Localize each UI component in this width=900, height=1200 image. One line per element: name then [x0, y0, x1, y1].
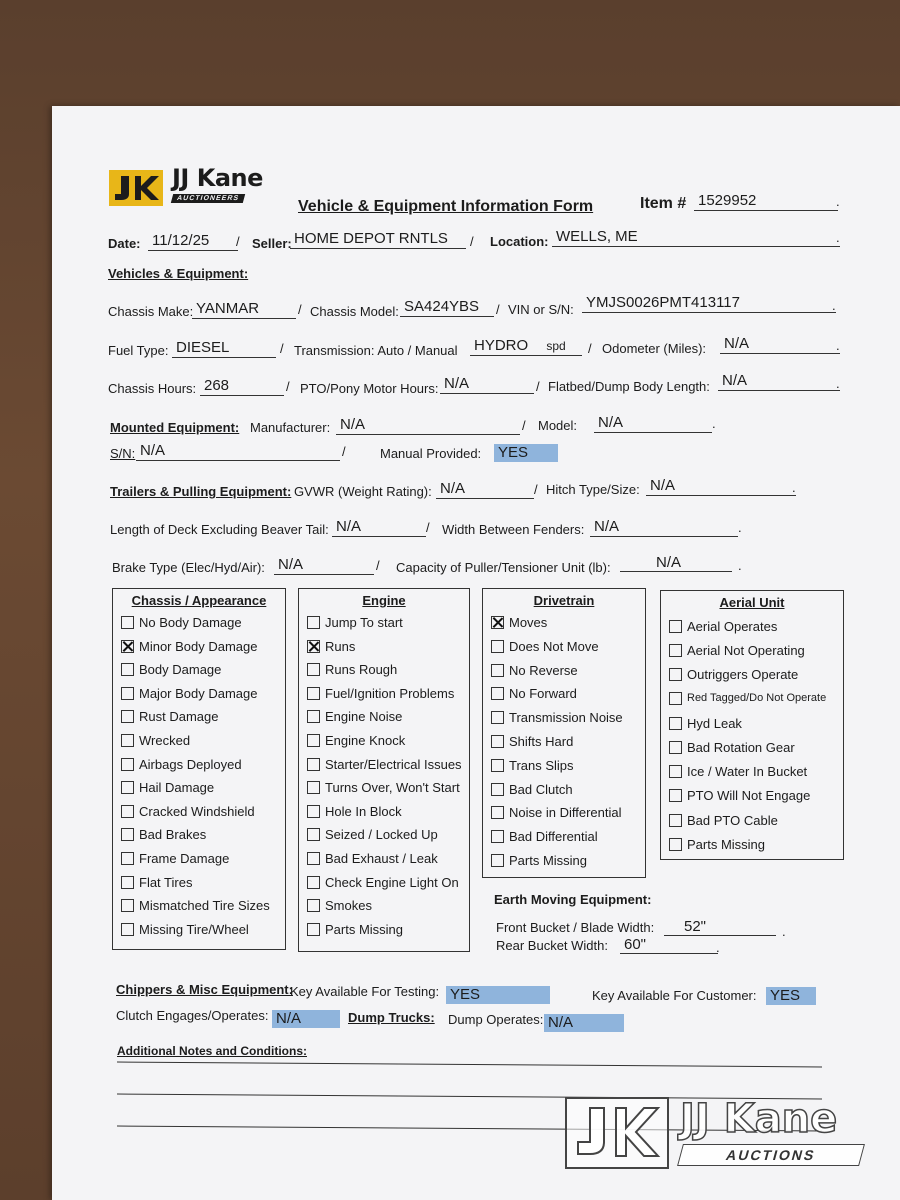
engine-item-label: Parts Missing — [325, 921, 404, 937]
checkbox-icon[interactable] — [669, 692, 682, 705]
engine-item-label: Seized / Locked Up — [325, 827, 438, 843]
pto-hours-field[interactable]: N/A — [440, 375, 534, 394]
chassis-item-label: Cracked Windshield — [139, 803, 255, 819]
chassis-item-label: Wrecked — [139, 733, 191, 748]
aerial-item[interactable] — [669, 764, 807, 779]
trailers-heading: Trailers & Pulling Equipment: — [110, 484, 292, 499]
aerial-item[interactable] — [669, 692, 826, 705]
chassis-hours-field[interactable]: 268 — [200, 377, 284, 396]
chassis-item[interactable] — [121, 827, 206, 842]
transmission-value: HYDRO — [474, 337, 529, 354]
engine-item[interactable] — [307, 709, 402, 724]
aerial-item[interactable] — [669, 788, 810, 803]
checkbox-icon[interactable] — [307, 687, 320, 700]
drivetrain-item-label: Bad Clutch — [509, 781, 573, 797]
drivetrain-title: Drivetrain — [533, 593, 595, 608]
checkbox-icon[interactable] — [491, 711, 504, 724]
fuel-type-label: Fuel Type: — [108, 343, 169, 358]
sn-field[interactable]: N/A — [136, 442, 340, 461]
chassis-item[interactable] — [121, 733, 190, 748]
spd-label: spd — [546, 339, 566, 353]
drivetrain-item-label: No Forward — [509, 686, 577, 702]
checked-checkbox-icon[interactable] — [121, 640, 134, 653]
checkbox-icon[interactable] — [491, 735, 504, 748]
engine-item-label: Runs Rough — [325, 662, 398, 678]
aerial-item[interactable] — [669, 813, 778, 828]
checkbox-icon[interactable] — [307, 805, 320, 818]
checkbox-icon[interactable] — [491, 640, 504, 653]
jj-kane-auctions-watermark — [560, 1094, 890, 1174]
clutch-field[interactable]: N/A — [272, 1010, 340, 1028]
fuel-type-field[interactable]: DIESEL — [172, 339, 276, 358]
engine-item[interactable] — [307, 851, 438, 866]
aerial-item-label: Parts Missing — [687, 836, 766, 852]
chassis-item[interactable] — [121, 851, 229, 866]
engine-box — [298, 588, 470, 952]
chassis-item-label: Missing Tire/Wheel — [139, 921, 249, 937]
chassis-model-field[interactable]: SA424YBS — [400, 298, 494, 317]
checkbox-icon[interactable] — [121, 805, 134, 818]
aerial-unit-box — [660, 590, 844, 860]
chassis-appearance-title: Chassis / Appearance — [131, 593, 267, 608]
checkbox-icon[interactable] — [307, 663, 320, 676]
brake-type-field[interactable]: N/A — [274, 556, 374, 575]
earth-moving-heading: Earth Moving Equipment: — [494, 892, 652, 907]
checkbox-icon[interactable] — [121, 899, 134, 912]
seller-field[interactable]: HOME DEPOT RNTLS — [290, 230, 466, 249]
drivetrain-item-label: Trans Slips — [509, 757, 574, 773]
checkbox-icon[interactable] — [491, 830, 504, 843]
aerial-unit-title: Aerial Unit — [719, 595, 785, 610]
fenders-width-field[interactable]: N/A — [590, 518, 738, 537]
mounted-model-field[interactable]: N/A — [594, 414, 712, 433]
chassis-item[interactable] — [121, 898, 270, 913]
manual-provided-field[interactable]: YES — [494, 444, 558, 462]
logo-name: JJ Kane — [172, 164, 263, 192]
checkbox-icon[interactable] — [669, 620, 682, 633]
aerial-item[interactable] — [669, 619, 777, 634]
odometer-field[interactable]: N/A — [720, 335, 840, 354]
checkbox-icon[interactable] — [307, 781, 320, 794]
drivetrain-item[interactable] — [491, 710, 623, 725]
logo-subtitle: AUCTIONEERS — [171, 194, 245, 203]
checkbox-icon[interactable] — [491, 687, 504, 700]
capacity-label: Capacity of Puller/Tensioner Unit (lb): — [396, 560, 611, 575]
engine-item-label: Starter/Electrical Issues — [325, 756, 462, 772]
aerial-item[interactable] — [669, 667, 798, 682]
hitch-field[interactable]: N/A — [646, 477, 796, 496]
drivetrain-item-label: Noise in Differential — [509, 805, 622, 821]
flatbed-length-field[interactable]: N/A — [718, 372, 840, 391]
engine-title: Engine — [362, 593, 406, 608]
chassis-item[interactable] — [121, 662, 221, 677]
checkbox-icon[interactable] — [121, 616, 134, 629]
checkbox-icon[interactable] — [121, 852, 134, 865]
checkbox-icon[interactable] — [307, 710, 320, 723]
checkbox-icon[interactable] — [491, 759, 504, 772]
dump-operates-label: Dump Operates: — [448, 1012, 544, 1027]
item-number-label: Item # — [640, 195, 687, 212]
drivetrain-item[interactable] — [491, 615, 547, 630]
aerial-item-label: Bad Rotation Gear — [687, 740, 795, 755]
drivetrain-item[interactable] — [491, 686, 577, 701]
chassis-item-label: Flat Tires — [139, 874, 193, 890]
chassis-item-label: Hail Damage — [139, 780, 215, 796]
checkbox-icon[interactable] — [669, 814, 682, 827]
clutch-label: Clutch Engages/Operates: — [116, 1008, 269, 1023]
chassis-item-label: Airbags Deployed — [139, 756, 242, 772]
hitch-label: Hitch Type/Size: — [546, 482, 640, 497]
engine-item-label: Fuel/Ignition Problems — [325, 685, 455, 701]
checkbox-icon[interactable] — [121, 663, 134, 676]
transmission-label: Transmission: Auto / Manual — [294, 343, 458, 358]
checkbox-icon[interactable] — [121, 758, 134, 771]
odometer-label: Odometer (Miles): — [602, 341, 707, 356]
checkbox-icon[interactable] — [121, 828, 134, 841]
rear-bucket-field[interactable]: 60" — [620, 936, 718, 954]
checkbox-icon[interactable] — [669, 789, 682, 802]
location-label: Location: — [490, 234, 549, 249]
sn-label: S/N: — [110, 446, 136, 461]
form-sheet: JJ Kane AUCTIONEERS Vehicle & Equipment Information Form Item # 1529952 . Date: 11/12/25 / Seller: HOME DEPOT RNTLS / Location: WELLS, ME . Vehicles & Equipment: Chassis Make: YANMAR / Chassis Model: SA424YBS / VIN or S/N: YMJS0026PMT413117 . Fuel Type: DIESEL / Transmission: Auto / Manual HYDRO spd / Odometer (Miles): N/A . Chassis Hours: 268 / PTO/Pony Motor Hours: N/A / Flatbed/Dump Body Length: N/A . Mounted Equipment: Manufacturer: N/A / Model: N/A . S/N: N/A / Manual Provided: YES Trailers & Pulling Equipment: GVWR (Weight Rating): N/A / Hitch Type/Size: N/A . Length of Deck Excluding Beaver Tail: N/A / Width Between Fenders: N/A . Brake Type (Elec/Hyd/Air): N/A / Capacity of Puller/Tensioner Unit (lb): N/A . Chassis / Appearance No Body Damage Minor Body Damage Body Damage Major Body Damage Rust Damage Wrecked Airbags Deployed Hail Damage Cracked Windshield Bad Brakes Frame Damage Flat Tires Mismatched Tire Sizes Missing Tire/Wheel Engine Jump To start Runs Runs Rough Fuel/Ignition Problems Engine Noise Engine Knock Starter/Electrical Issues Turns Over, Won't Start Hole In Block Seized / Locked Up Bad Exhaust / Leak Check Engine Light On Smokes Parts Missing Drivetrain Moves Does Not Move No Reverse No Forward Transmission Noise Shifts Hard Trans Slips Bad Clutch Noise in Differential Bad Differential Parts Missing Aerial Unit Aerial Operates Aerial Not Operating Outriggers Operate Red Tagged/Do Not Operate Hyd Leak Bad Rotation Gear Ice / Water In Bucket PTO Will Not Engage Bad PTO Cable Parts Missing Earth Moving Equipment: Front Bucket / Blade Width: 52" . Rear Bucket Width: 60" . Chippers & Misc Equipment: Key Available For Testing: YES Key Available For Customer: YES Clutch Engages/Operates: N/A Dump Trucks: Dump Operates: N/A Additional Notes and Conditions: — [52, 106, 900, 1200]
jk-logo-icon — [107, 168, 165, 208]
vin-label: VIN or S/N: — [508, 302, 574, 317]
checked-checkbox-icon[interactable] — [491, 616, 504, 629]
engine-item[interactable] — [307, 780, 460, 795]
checkbox-icon[interactable] — [491, 664, 504, 677]
mounted-heading: Mounted Equipment: — [110, 420, 240, 435]
jk-watermark-icon — [564, 1096, 670, 1170]
key-customer-label: Key Available For Customer: — [592, 988, 757, 1003]
checkbox-icon[interactable] — [491, 783, 504, 796]
chassis-item-label: No Body Damage — [139, 615, 242, 630]
form-title: Vehicle & Equipment Information Form — [298, 198, 594, 215]
location-field[interactable]: WELLS, ME — [552, 228, 840, 247]
chassis-item[interactable] — [121, 757, 242, 772]
engine-item-label: Engine Noise — [325, 709, 403, 725]
transmission-field[interactable] — [470, 337, 582, 356]
vin-field[interactable]: YMJS0026PMT413117 — [582, 294, 836, 313]
chassis-item-label: Rust Damage — [139, 709, 219, 725]
notes-line-1[interactable] — [117, 1062, 822, 1068]
engine-item[interactable] — [307, 757, 462, 772]
aerial-item-label: PTO Will Not Engage — [687, 788, 811, 804]
engine-item-label: Jump To start — [325, 615, 403, 630]
drivetrain-item-label: Does Not Move — [509, 638, 599, 654]
aerial-item[interactable] — [669, 643, 805, 658]
checkbox-icon[interactable] — [307, 899, 320, 912]
engine-item-label: Turns Over, Won't Start — [325, 780, 460, 796]
checkbox-icon[interactable] — [121, 923, 134, 936]
engine-item[interactable] — [307, 875, 459, 890]
watermark-name: JJ Kane — [680, 1096, 838, 1142]
aerial-item-label: Outriggers Operate — [687, 667, 799, 683]
checkbox-icon[interactable] — [669, 741, 682, 754]
chassis-item[interactable] — [121, 922, 249, 937]
dump-trucks-heading: Dump Trucks: — [348, 1010, 435, 1025]
date-field[interactable]: 11/12/25 — [148, 232, 238, 251]
engine-item[interactable] — [307, 686, 454, 701]
engine-item[interactable] — [307, 662, 397, 677]
chassis-make-field[interactable]: YANMAR — [192, 300, 296, 319]
chassis-item[interactable] — [121, 615, 242, 630]
checkbox-icon[interactable] — [121, 734, 134, 747]
chassis-item-label: Frame Damage — [139, 851, 230, 866]
checkbox-icon[interactable] — [669, 765, 682, 778]
deck-length-field[interactable]: N/A — [332, 518, 426, 537]
checkbox-icon[interactable] — [669, 717, 682, 730]
chassis-appearance-box — [112, 588, 286, 950]
engine-item[interactable] — [307, 827, 438, 842]
chassis-item[interactable] — [121, 709, 218, 724]
chassis-hours-label: Chassis Hours: — [108, 381, 197, 396]
front-bucket-label: Front Bucket / Blade Width: — [496, 920, 655, 935]
engine-item[interactable] — [307, 639, 355, 654]
checkbox-icon[interactable] — [491, 854, 504, 867]
aerial-item-label: Aerial Not Operating — [687, 643, 805, 659]
chassis-item[interactable] — [121, 875, 192, 890]
drivetrain-item[interactable] — [491, 853, 587, 868]
key-testing-label: Key Available For Testing: — [290, 984, 440, 999]
engine-item[interactable] — [307, 898, 372, 913]
checkbox-icon[interactable] — [669, 838, 682, 851]
aerial-item-label: Bad PTO Cable — [687, 812, 778, 828]
engine-item-label: Hole In Block — [325, 803, 402, 819]
drivetrain-item[interactable] — [491, 805, 621, 820]
engine-item-label: Runs — [325, 638, 356, 654]
drivetrain-item[interactable] — [491, 663, 578, 678]
aerial-item[interactable] — [669, 716, 742, 731]
checkbox-icon[interactable] — [121, 687, 134, 700]
drivetrain-item-label: Shifts Hard — [509, 734, 574, 749]
checkbox-icon[interactable] — [669, 668, 682, 681]
date-label: Date: — [108, 236, 141, 251]
aerial-item-label: Red Tagged/Do Not Operate — [687, 692, 827, 705]
drivetrain-item-label: Parts Missing — [509, 853, 588, 868]
checked-checkbox-icon[interactable] — [307, 640, 320, 653]
checkbox-icon[interactable] — [307, 616, 320, 629]
gvwr-label: GVWR (Weight Rating): — [294, 484, 432, 499]
engine-item[interactable] — [307, 615, 403, 630]
capacity-field[interactable]: N/A — [620, 554, 732, 572]
chassis-item[interactable] — [121, 686, 258, 701]
aerial-item-label: Aerial Operates — [687, 619, 778, 634]
chassis-item-label: Mismatched Tire Sizes — [139, 898, 270, 914]
engine-item[interactable] — [307, 922, 403, 937]
chassis-make-label: Chassis Make: — [108, 304, 194, 319]
checkbox-icon[interactable] — [121, 876, 134, 889]
aerial-item[interactable] — [669, 740, 795, 755]
checkbox-icon[interactable] — [307, 852, 320, 865]
rear-bucket-label: Rear Bucket Width: — [496, 938, 608, 953]
chassis-item-label: Body Damage — [139, 662, 222, 678]
brake-type-label: Brake Type (Elec/Hyd/Air): — [112, 560, 265, 575]
checkbox-icon[interactable] — [491, 806, 504, 819]
pto-hours-label: PTO/Pony Motor Hours: — [300, 381, 439, 396]
checkbox-icon[interactable] — [307, 828, 320, 841]
manufacturer-field[interactable]: N/A — [336, 416, 520, 435]
drivetrain-item[interactable] — [491, 639, 599, 654]
aerial-item-label: Hyd Leak — [687, 715, 742, 731]
checkbox-icon[interactable] — [307, 734, 320, 747]
chassis-item[interactable] — [121, 804, 255, 819]
engine-item-label: Bad Exhaust / Leak — [325, 851, 438, 866]
engine-item[interactable] — [307, 733, 405, 748]
flatbed-length-label: Flatbed/Dump Body Length: — [548, 379, 710, 394]
seller-label: Seller: — [252, 236, 292, 251]
key-testing-field[interactable]: YES — [446, 986, 550, 1004]
engine-item[interactable] — [307, 804, 402, 819]
checkbox-icon[interactable] — [307, 923, 320, 936]
chassis-item-label: Minor Body Damage — [139, 638, 258, 654]
chassis-item-label: Bad Brakes — [139, 827, 207, 843]
drivetrain-item[interactable] — [491, 734, 573, 749]
chippers-heading: Chippers & Misc Equipment: — [116, 982, 293, 997]
front-bucket-field[interactable]: 52" — [664, 918, 776, 936]
drivetrain-box — [482, 588, 646, 878]
aerial-item-label: Ice / Water In Bucket — [687, 764, 808, 780]
drivetrain-item[interactable] — [491, 758, 574, 773]
deck-length-label: Length of Deck Excluding Beaver Tail: — [110, 522, 329, 537]
drivetrain-item[interactable] — [491, 829, 598, 844]
engine-item-label: Smokes — [325, 898, 372, 914]
key-customer-field[interactable]: YES — [766, 987, 816, 1005]
checkbox-icon[interactable] — [121, 710, 134, 723]
engine-item-label: Engine Knock — [325, 733, 406, 748]
drivetrain-item-label: No Reverse — [509, 662, 578, 678]
item-number-field[interactable]: 1529952 — [694, 192, 838, 211]
chassis-item[interactable] — [121, 639, 258, 654]
chassis-item-label: Major Body Damage — [139, 685, 258, 701]
aerial-item[interactable] — [669, 837, 765, 852]
checkbox-icon[interactable] — [121, 781, 134, 794]
chassis-item[interactable] — [121, 780, 214, 795]
drivetrain-item-label: Transmission Noise — [509, 710, 623, 726]
drivetrain-item-label: Moves — [509, 615, 548, 630]
manual-provided-label: Manual Provided: — [380, 446, 482, 461]
notes-heading: Additional Notes and Conditions: — [117, 1044, 307, 1058]
watermark-subtitle: AUCTIONS — [677, 1144, 865, 1166]
chassis-model-label: Chassis Model: — [310, 304, 399, 319]
checkbox-icon[interactable] — [669, 644, 682, 657]
checkbox-icon[interactable] — [307, 758, 320, 771]
drivetrain-item[interactable] — [491, 782, 573, 797]
dump-operates-field[interactable]: N/A — [544, 1014, 624, 1032]
vehicles-heading: Vehicles & Equipment: — [108, 266, 249, 281]
drivetrain-item-label: Bad Differential — [509, 829, 598, 845]
checkbox-icon[interactable] — [307, 876, 320, 889]
fenders-width-label: Width Between Fenders: — [442, 522, 585, 537]
engine-item-label: Check Engine Light On — [325, 874, 459, 890]
gvwr-field[interactable]: N/A — [436, 480, 534, 499]
manufacturer-label: Manufacturer: — [250, 420, 331, 435]
mounted-model-label: Model: — [538, 418, 578, 433]
